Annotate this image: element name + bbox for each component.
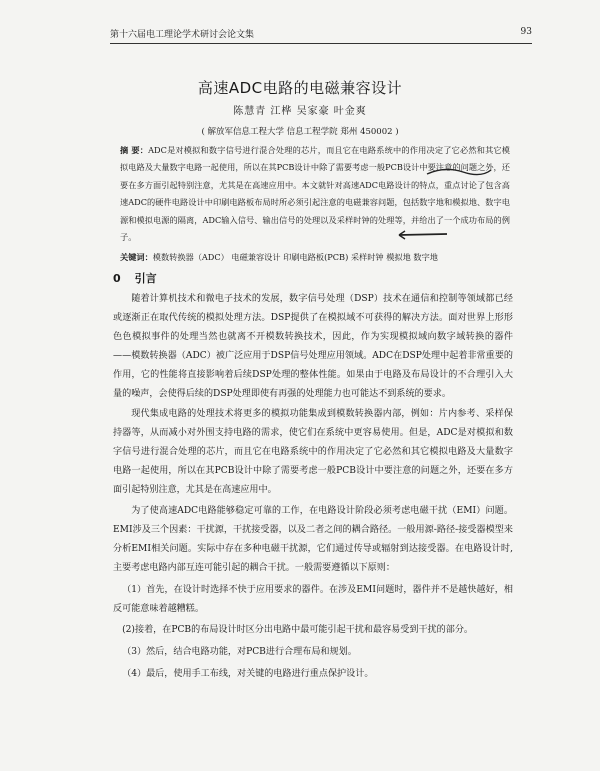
section-heading bbox=[113, 270, 157, 286]
paragraph: 随着计算机技术和微电子技术的发展，数字信号处理（DSP）技术在通信和控制等领域都已经或逐渐正在取代传统的模拟处理方法。DSP提供了在模拟域不可获得的解决方法。面对世界上形形色色模拟事件的处理当然也就离不开模数转换技术，因此，作为实现模拟域向数字域转换的器件——模数转换器（ADC）被广泛应用于DSP信号处理应用领域。ADC在DSP处理中起着非常重要的作用，它的性能将直接影响着后续DSP处理的整体性能。如果由于电路及布局设计的不合理引入大量的噪声，会使得后续的DSP处理即使有再强的处理能力也可能达不到系统的要求。 bbox=[113, 294, 513, 399]
body-text bbox=[113, 290, 513, 684]
header-proceedings-title: 第十六届电工理论学术研讨会论文集 bbox=[110, 30, 255, 40]
handwritten-arrow-mark bbox=[395, 228, 455, 242]
author-list: 陈慧青 江桦 吴家豪 叶金爽 bbox=[233, 106, 367, 117]
paper-title: 高速ADC电路的电磁兼容设计 bbox=[197, 79, 403, 97]
paragraph: 现代集成电路的处理技术将更多的模拟功能集成到模数转换器内部，例如：片内参考、采样保持器等，从而减小对外围支持电路的需求，使它们在系统中更容易使用。但是，ADC是对模拟和数字信号进行混合处理的芯片，而且它在电路系统中的作用决定了它必然和其它模拟电路及大量数字电路一起使用，所以在其PCB设计中除了需要考虑一般PCB设计中要注意的问题之外，还要在多方面引起特别注意，尤其是在高速应用中。 bbox=[113, 409, 513, 496]
list-item: （4）最后，使用手工布线，对关键的电路进行重点保护设计。 bbox=[122, 669, 374, 680]
section-title: 引言 bbox=[134, 272, 157, 285]
keywords-label: 关键词： bbox=[120, 252, 153, 262]
paragraph: 为了使高速ADC电路能够稳定可靠的工作，在电路设计阶段必须考虑电磁干扰（EMI）问题。EMI涉及三个因素：干扰源，干扰接受器，以及二者之间的耦合路径。一般用源-路径-接受器模型来分析EMI相关问题。实际中存在多种电磁干扰源，它们通过传导或辐射到达接受器。在电路设计时,主要考虑电路内部互连可能引起的耦合干扰。一般需要遵循以下原则： bbox=[113, 505, 513, 573]
abstract-text: ADC是对模拟和数字信号进行混合处理的芯片，而且它在电路系统中的作用决定了它必然和其它模拟电路及大量数字电路一起使用，所以在其PCB设计中除了需要考虑一般PCB设计中要注意的问题之外，还要在多方面引起特别注意，尤其是在高速应用中。本文就针对高速ADC电路设计的特点，重点讨论了包含高速ADC的硬件电路设计中印刷电路板布局时所必须引起注意的电磁兼容问题，包括数字地和模拟地、数字电源和模拟电源的隔离，ADC输入信号、输出信号的处理以及采样时钟的处理等，并给出了一个成功布局的例子。 bbox=[120, 145, 510, 243]
page-number: 93 bbox=[520, 27, 532, 37]
list-item: (2)接着，在PCB的布局设计时区分出电路中最可能引起干扰和最容易受到干扰的部分。 bbox=[122, 625, 474, 636]
abstract-label: 摘 要： bbox=[120, 145, 149, 155]
list-item: （3）然后，结合电路功能，对PCB进行合理布局和规划。 bbox=[122, 647, 357, 658]
affiliation: ( 解放军信息工程大学 信息工程学院 郑州 450002 ) bbox=[201, 127, 399, 137]
handwritten-underline-mark bbox=[425, 162, 495, 180]
section-number: 0 bbox=[113, 272, 121, 285]
running-header bbox=[110, 27, 532, 44]
list-item: （1）首先，在设计时选择不快于应用要求的器件。在涉及EMI问题时，器件并不是越快越好，相反可能意味着越糟糕。 bbox=[113, 584, 513, 614]
keywords bbox=[120, 250, 510, 264]
keywords-text: 模数转换器（ADC） 电磁兼容设计 印刷电路板(PCB) 采样时钟 模拟地 数字地 bbox=[152, 252, 438, 262]
